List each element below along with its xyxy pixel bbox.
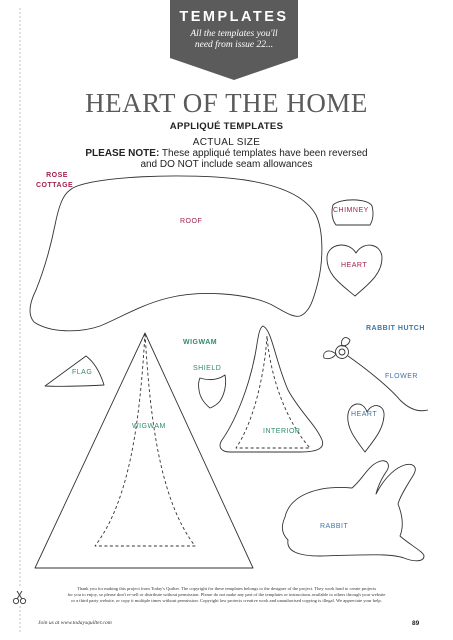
label-rabbit: RABBIT <box>320 523 349 530</box>
flower-inner <box>339 349 345 355</box>
label-roof: ROOF <box>180 218 203 225</box>
section-rose-cottage <box>36 171 74 191</box>
label-shield: SHIELD <box>193 365 222 372</box>
actual-size-label: ACTUAL SIZE <box>192 137 261 148</box>
flower-stem <box>348 356 428 411</box>
rabbit-shape <box>282 461 424 561</box>
note-bold: PLEASE NOTE: <box>85 148 160 159</box>
section-rose-line1: ROSE <box>46 172 68 179</box>
label-flower: FLOWER <box>385 373 418 380</box>
shield-shape <box>199 375 226 408</box>
section-wigwam: WIGWAM <box>183 339 218 346</box>
label-wigwam: WIGWAM <box>132 423 166 430</box>
roof-shape <box>30 176 322 331</box>
copyright-notice <box>40 586 413 604</box>
page-subtitle: APPLIQUÉ TEMPLATES <box>169 121 284 132</box>
section-rose-line2: COTTAGE <box>36 182 74 189</box>
label-heart-bottom: HEART <box>351 411 378 418</box>
section-rabbit-hutch: RABBIT HUTCH <box>366 325 425 332</box>
note-text-1: These appliqué templates have been reversed <box>159 148 368 159</box>
page-title: HEART OF THE HOME <box>85 88 368 118</box>
label-chimney: CHIMNEY <box>333 207 369 214</box>
copyright-line3: or a third party website, or copy it multiple times without permission. Copyright law protects creative work and unauthorised copying is illegal. We appreciate your help. <box>71 598 382 603</box>
label-heart-top: HEART <box>341 262 368 269</box>
wigwam-door <box>95 333 195 546</box>
copyright-line2: for you to enjoy, so please don't re-sell or distribute without permission. Please do not make any part of the templates or instructions available to others through your website <box>67 592 386 597</box>
banner-title: TEMPLATES <box>179 9 289 25</box>
label-flag: FLAG <box>72 369 93 376</box>
banner-subtitle-line2: need from issue 22... <box>194 40 274 50</box>
website-link[interactable]: Join us at www.todaysquilter.com <box>38 620 112 626</box>
page-number: 89 <box>412 620 420 627</box>
heart-top-shape <box>327 245 382 296</box>
copyright-line1: Thank you for making this project from Today's Quilter. The copyright for these templates belongs to the designer of the project. They work hard to create projects <box>76 586 377 591</box>
banner-subtitle-line1: All the templates you'll <box>190 29 278 39</box>
note-text-2: and DO NOT include seam allowances <box>140 159 313 170</box>
label-interior: INTERIOR <box>263 428 301 435</box>
flower-center <box>336 346 349 359</box>
